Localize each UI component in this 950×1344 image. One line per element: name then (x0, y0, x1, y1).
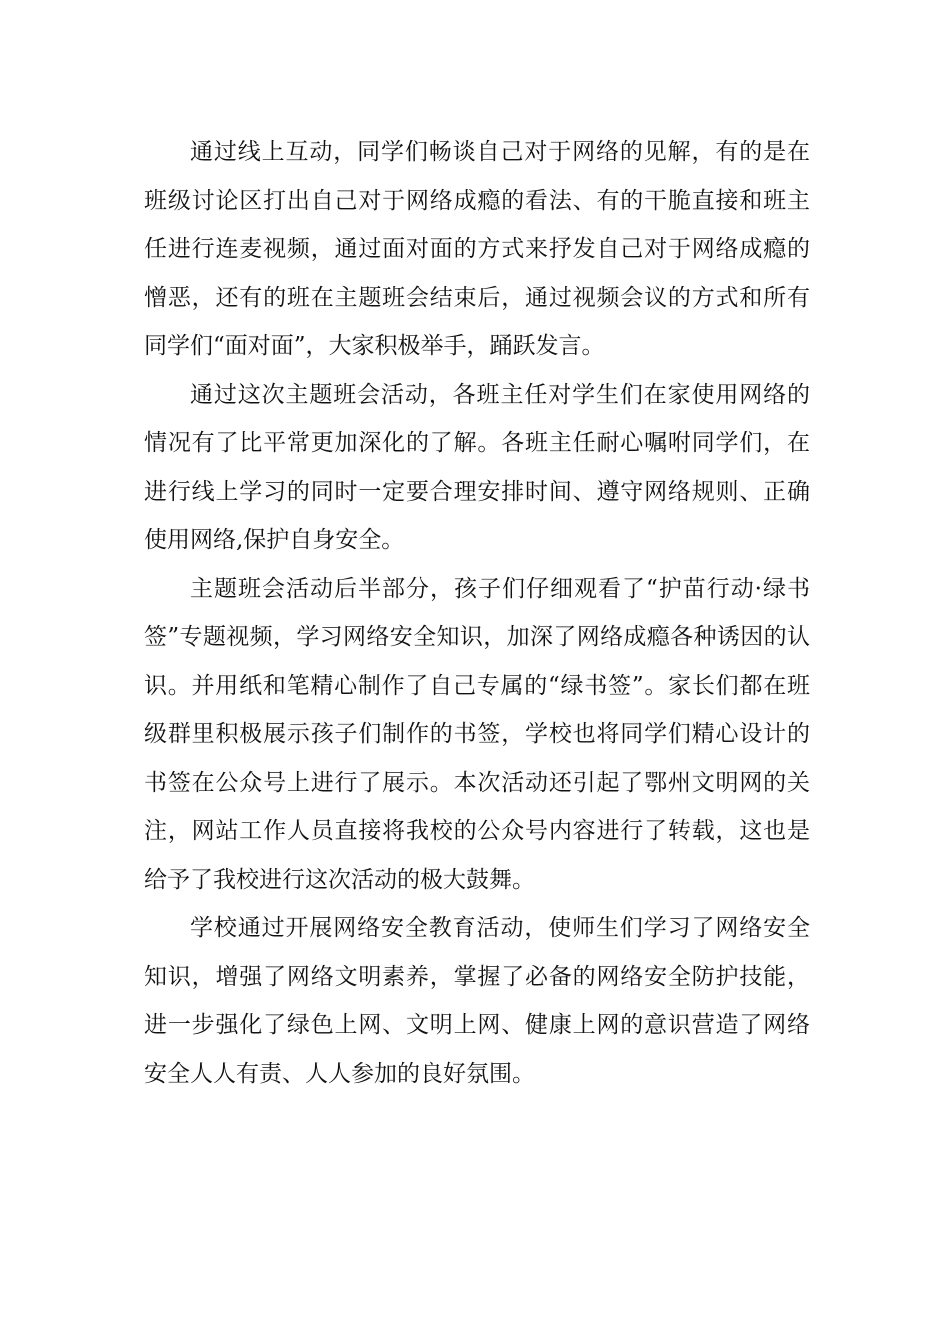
paragraph-online-interaction: 通过线上互动，同学们畅谈自己对于网络的见解，有的是在班级讨论区打出自己对于网络成瘾的看法、有的干脆直接和班主任进行连麦视频，通过面对面的方式来抒发自己对于网络成瘾的憎恶，还有的班在主题班会结束后，通过视频会议的方式和所有同学们“面对面”，大家积极举手，踊跃发言。 (144, 139, 810, 359)
document-body (144, 128, 810, 1098)
paragraph-green-bookmark: 主题班会活动后半部分，孩子们仔细观看了“护苗行动·绿书签”专题视频，学习网络安全知识，加深了网络成瘾各种诱因的认识。并用纸和笔精心制作了自己专属的“绿书签”。家长们都在班级群里积极展示孩子们制作的书签，学校也将同学们精心设计的书签在公众号上进行了展示。本次活动还引起了鄂州文明网的关注，网站工作人员直接将我校的公众号内容进行了转载，这也是给予了我校进行这次活动的极大鼓舞。 (144, 575, 810, 893)
paragraph-conclusion: 学校通过开展网络安全教育活动，使师生们学习了网络安全知识，增强了网络文明素养，掌握了必备的网络安全防护技能，进一步强化了绿色上网、文明上网、健康上网的意识营造了网络安全人人有责、人人参加的良好氛围。 (144, 915, 810, 1087)
paragraph-class-meeting-results: 通过这次主题班会活动，各班主任对学生们在家使用网络的情况有了比平常更加深化的了解。各班主任耐心嘱咐同学们，在进行线上学习的同时一定要合理安排时间、遵守网络规则、正确使用网络,保护自身安全。 (144, 381, 810, 553)
